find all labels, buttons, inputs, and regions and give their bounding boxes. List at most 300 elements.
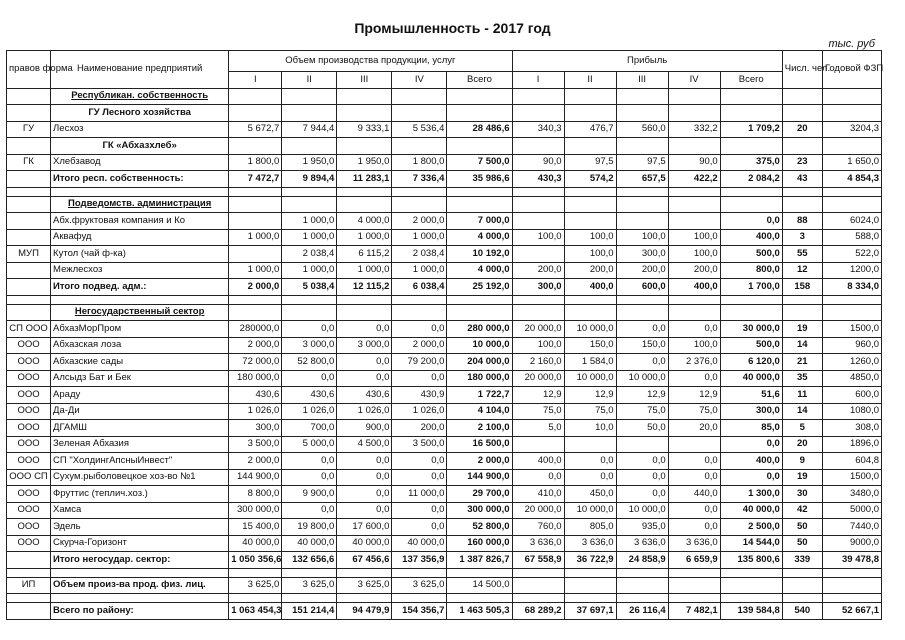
value-cell: 25 192,0 (447, 279, 512, 296)
value-cell (564, 436, 616, 453)
legal-form-cell: ИП (7, 577, 51, 594)
value-cell: 12 (782, 262, 822, 279)
value-cell: 0,0 (668, 502, 720, 519)
empty-cell (822, 88, 881, 105)
empty-cell (564, 187, 616, 196)
empty-cell (282, 138, 337, 155)
empty-cell (392, 295, 447, 304)
value-cell: 30 (782, 486, 822, 503)
legal-form-cell: ООО (7, 486, 51, 503)
legal-form-cell (7, 171, 51, 188)
value-cell: 3 625,0 (337, 577, 392, 594)
value-cell: 0,0 (337, 502, 392, 519)
value-cell (229, 213, 282, 230)
value-cell: 150,0 (564, 337, 616, 354)
empty-cell (668, 88, 720, 105)
value-cell: 450,0 (564, 486, 616, 503)
empty-cell (616, 196, 668, 213)
value-cell: 1896,0 (822, 436, 881, 453)
empty-cell (512, 304, 564, 321)
value-cell: 2 160,0 (512, 354, 564, 371)
value-cell: 137 356,9 (392, 552, 447, 569)
value-cell: 430,3 (512, 171, 564, 188)
value-cell: 200,0 (564, 262, 616, 279)
empty-cell (282, 196, 337, 213)
empty-cell (447, 196, 512, 213)
value-cell (616, 213, 668, 230)
value-cell: 20 000,0 (512, 502, 564, 519)
value-cell: 0,0 (616, 453, 668, 470)
empty-cell (564, 594, 616, 603)
empty-cell (447, 594, 512, 603)
value-cell: 40 000,0 (720, 370, 782, 387)
value-cell: 180 000,0 (447, 370, 512, 387)
empty-cell (720, 88, 782, 105)
table-row (7, 469, 882, 486)
value-cell: 0,0 (392, 321, 447, 338)
value-cell: 17 600,0 (337, 519, 392, 536)
empty-cell (51, 295, 229, 304)
company-name-cell: Итого подвед. адм.: (51, 279, 229, 296)
empty-cell (447, 88, 512, 105)
value-cell: 0,0 (668, 519, 720, 536)
value-cell: 68 289,2 (512, 603, 564, 620)
empty-cell (668, 594, 720, 603)
value-cell: 52 667,1 (822, 603, 881, 620)
value-cell: 43 (782, 171, 822, 188)
value-cell: 1 050 356,6 (229, 552, 282, 569)
value-cell: 1 463 505,3 (447, 603, 512, 620)
table-row (7, 370, 882, 387)
value-cell: 1 584,0 (564, 354, 616, 371)
header-total-profit: Всего (720, 72, 782, 89)
empty-cell (564, 304, 616, 321)
value-cell: 3 000,0 (337, 337, 392, 354)
table-row (7, 154, 882, 171)
value-cell: 40 000,0 (337, 535, 392, 552)
value-cell: 3 (782, 229, 822, 246)
value-cell: 300,0 (616, 246, 668, 263)
value-cell: 6 120,0 (720, 354, 782, 371)
value-cell: 21 (782, 354, 822, 371)
value-cell (782, 577, 822, 594)
value-cell: 90,0 (668, 154, 720, 171)
value-cell: 0,0 (668, 469, 720, 486)
empty-cell (668, 187, 720, 196)
value-cell: 9 (782, 453, 822, 470)
value-cell: 12,9 (512, 387, 564, 404)
company-name-cell: Да-Ди (51, 403, 229, 420)
subsection-title: ГК «Абхазхлеб» (51, 138, 229, 155)
value-cell: 7 500,0 (447, 154, 512, 171)
value-cell: 15 400,0 (229, 519, 282, 536)
legal-form-cell (7, 279, 51, 296)
empty-cell (720, 594, 782, 603)
empty-cell (822, 138, 881, 155)
empty-cell (782, 295, 822, 304)
value-cell: 0,0 (392, 453, 447, 470)
value-cell: 1 026,0 (392, 403, 447, 420)
value-cell: 0,0 (337, 321, 392, 338)
value-cell (822, 577, 881, 594)
value-cell: 4 000,0 (447, 229, 512, 246)
value-cell: 4 000,0 (447, 262, 512, 279)
value-cell: 0,0 (564, 453, 616, 470)
value-cell: 100,0 (668, 337, 720, 354)
value-cell: 1 950,0 (337, 154, 392, 171)
value-cell: 1 800,0 (392, 154, 447, 171)
legal-form-cell: ООО (7, 354, 51, 371)
empty-cell (564, 196, 616, 213)
empty-cell (447, 295, 512, 304)
value-cell: 100,0 (512, 229, 564, 246)
company-name-cell: Лесхоз (51, 121, 229, 138)
value-cell: 19 (782, 321, 822, 338)
section-row (7, 88, 882, 105)
empty-cell (447, 187, 512, 196)
value-cell: 75,0 (668, 403, 720, 420)
legal-form-cell (7, 603, 51, 620)
value-cell: 7 000,0 (447, 213, 512, 230)
value-cell: 960,0 (822, 337, 881, 354)
company-name-cell: ДГАМШ (51, 420, 229, 437)
value-cell: 0,0 (282, 469, 337, 486)
empty-cell (822, 196, 881, 213)
empty-cell (782, 138, 822, 155)
value-cell: 7 336,4 (392, 171, 447, 188)
table-row (7, 213, 882, 230)
empty-cell (229, 138, 282, 155)
value-cell (564, 577, 616, 594)
empty-cell (337, 88, 392, 105)
empty-cell (782, 568, 822, 577)
value-cell: 1200,0 (822, 262, 881, 279)
legal-form-cell (7, 229, 51, 246)
value-cell: 1500,0 (822, 321, 881, 338)
empty-cell (720, 138, 782, 155)
value-cell: 3 636,0 (564, 535, 616, 552)
table-row (7, 453, 882, 470)
value-cell: 0,0 (720, 436, 782, 453)
value-cell: 144 900,0 (229, 469, 282, 486)
empty-cell (229, 187, 282, 196)
empty-cell (392, 138, 447, 155)
value-cell: 0,0 (337, 469, 392, 486)
value-cell: 0,0 (282, 453, 337, 470)
empty-cell (282, 187, 337, 196)
empty-cell (720, 105, 782, 122)
table-row (7, 246, 882, 263)
value-cell: 375,0 (720, 154, 782, 171)
header-q3-profit: III (616, 72, 668, 89)
empty-cell (616, 295, 668, 304)
value-cell: 10 000,0 (564, 321, 616, 338)
value-cell: 1 000,0 (337, 262, 392, 279)
value-cell: 540 (782, 603, 822, 620)
value-cell: 0,0 (720, 469, 782, 486)
value-cell: 1 722,7 (447, 387, 512, 404)
value-cell: 30 000,0 (720, 321, 782, 338)
value-cell: 0,0 (282, 370, 337, 387)
value-cell: 400,0 (720, 453, 782, 470)
value-cell: 1 000,0 (392, 229, 447, 246)
value-cell: 440,0 (668, 486, 720, 503)
value-cell: 332,2 (668, 121, 720, 138)
value-cell: 300,0 (512, 279, 564, 296)
value-cell: 100,0 (616, 229, 668, 246)
legal-form-cell: ООО (7, 453, 51, 470)
value-cell: 10 000,0 (564, 370, 616, 387)
industry-table (6, 50, 882, 620)
empty-cell (282, 304, 337, 321)
empty-cell (564, 88, 616, 105)
company-name-cell: Зеленая Абхазия (51, 436, 229, 453)
value-cell: 12,9 (616, 387, 668, 404)
company-name-cell: Сухум.рыболовецкое хоз-во №1 (51, 469, 229, 486)
empty-cell (822, 187, 881, 196)
empty-cell (229, 105, 282, 122)
value-cell: 3 636,0 (616, 535, 668, 552)
table-row (7, 387, 882, 404)
value-cell: 132 656,6 (282, 552, 337, 569)
page-title: Промышленность - 2017 год (354, 20, 551, 36)
value-cell: 1 387 826,7 (447, 552, 512, 569)
header-payroll: Годовой ФЗП (822, 51, 881, 89)
value-cell: 3 625,0 (392, 577, 447, 594)
value-cell: 604,8 (822, 453, 881, 470)
value-cell: 0,0 (616, 469, 668, 486)
value-cell: 3 636,0 (512, 535, 564, 552)
value-cell: 67 558,9 (512, 552, 564, 569)
empty-cell (392, 105, 447, 122)
value-cell: 574,2 (564, 171, 616, 188)
value-cell: 0,0 (668, 321, 720, 338)
value-cell: 4 000,0 (337, 213, 392, 230)
value-cell: 6 659,9 (668, 552, 720, 569)
form-cell (7, 304, 51, 321)
value-cell: 7 944,4 (282, 121, 337, 138)
value-cell: 100,0 (668, 229, 720, 246)
empty-cell (392, 304, 447, 321)
value-cell: 760,0 (512, 519, 564, 536)
value-cell: 52 800,0 (447, 519, 512, 536)
header-q1-volume: I (229, 72, 282, 89)
header-total-volume: Всего (447, 72, 512, 89)
empty-cell (229, 594, 282, 603)
value-cell: 10 000,0 (616, 502, 668, 519)
value-cell: 6 115,2 (337, 246, 392, 263)
value-cell: 160 000,0 (447, 535, 512, 552)
value-cell: 9 900,0 (282, 486, 337, 503)
value-cell: 144 900,0 (447, 469, 512, 486)
value-cell: 14 (782, 403, 822, 420)
value-cell: 50 (782, 519, 822, 536)
value-cell: 0,0 (282, 321, 337, 338)
value-cell: 4850,0 (822, 370, 881, 387)
value-cell: 9 333,1 (337, 121, 392, 138)
value-cell: 1 000,0 (282, 213, 337, 230)
value-cell: 26 116,4 (616, 603, 668, 620)
value-cell: 430,6 (229, 387, 282, 404)
value-cell: 430,6 (282, 387, 337, 404)
table-row (7, 519, 882, 536)
legal-form-cell: ООО (7, 370, 51, 387)
value-cell: 55 (782, 246, 822, 263)
value-cell: 39 478,8 (822, 552, 881, 569)
value-cell: 88 (782, 213, 822, 230)
empty-cell (229, 196, 282, 213)
value-cell: 0,0 (512, 469, 564, 486)
value-cell: 3204,3 (822, 121, 881, 138)
value-cell: 10,0 (564, 420, 616, 437)
table-row (7, 535, 882, 552)
value-cell: 10 000,0 (616, 370, 668, 387)
form-cell (7, 105, 51, 122)
section-title: Республикан. собственность (51, 88, 229, 105)
value-cell: 522,0 (822, 246, 881, 263)
value-cell: 700,0 (282, 420, 337, 437)
company-name-cell: Межлесхоз (51, 262, 229, 279)
value-cell: 7 472,7 (229, 171, 282, 188)
empty-cell (564, 138, 616, 155)
table-row (7, 262, 882, 279)
value-cell: 1 709,2 (720, 121, 782, 138)
value-cell: 100,0 (512, 337, 564, 354)
value-cell: 430,6 (337, 387, 392, 404)
legal-form-cell: ООО (7, 502, 51, 519)
empty-cell (822, 568, 881, 577)
legal-form-cell: ООО (7, 519, 51, 536)
empty-cell (822, 105, 881, 122)
value-cell: 2 376,0 (668, 354, 720, 371)
legal-form-cell (7, 262, 51, 279)
company-name-cell: Кутол (чай ф-ка) (51, 246, 229, 263)
header-name: Наименование предприятий (51, 51, 229, 89)
company-name-cell: Алсыдз Бат и Бек (51, 370, 229, 387)
table-row (7, 436, 882, 453)
empty-cell (447, 105, 512, 122)
subsection-row (7, 138, 882, 155)
legal-form-cell: СП ООО (7, 321, 51, 338)
value-cell: 900,0 (337, 420, 392, 437)
empty-cell (564, 568, 616, 577)
empty-cell (616, 105, 668, 122)
value-cell: 3 500,0 (229, 436, 282, 453)
header-q4-volume: IV (392, 72, 447, 89)
empty-cell (512, 295, 564, 304)
value-cell: 50,0 (616, 420, 668, 437)
table-row (7, 420, 882, 437)
company-name-cell: Абхазские сады (51, 354, 229, 371)
empty-cell (337, 304, 392, 321)
value-cell: 2 000,0 (392, 337, 447, 354)
empty-cell (7, 295, 51, 304)
value-cell: 9 894,4 (282, 171, 337, 188)
company-name-cell: АбхазМорПром (51, 321, 229, 338)
value-cell (229, 246, 282, 263)
legal-form-cell (7, 552, 51, 569)
legal-form-cell: ООО (7, 436, 51, 453)
value-cell: 5 038,4 (282, 279, 337, 296)
empty-cell (668, 295, 720, 304)
header-profit: Прибыль (512, 51, 782, 72)
value-cell: 7440,0 (822, 519, 881, 536)
value-cell: 300 000,0 (229, 502, 282, 519)
table-body (7, 88, 882, 619)
empty-cell (392, 594, 447, 603)
empty-cell (616, 138, 668, 155)
header-q4-profit: IV (668, 72, 720, 89)
empty-cell (51, 187, 229, 196)
value-cell (512, 246, 564, 263)
value-cell: 339 (782, 552, 822, 569)
legal-form-cell: ГУ (7, 121, 51, 138)
value-cell: 100,0 (668, 246, 720, 263)
units-label: тыс. руб (828, 38, 875, 50)
value-cell: 400,0 (720, 229, 782, 246)
value-cell: 90,0 (512, 154, 564, 171)
table-row (7, 403, 882, 420)
blank-row (7, 187, 882, 196)
value-cell: 3 636,0 (668, 535, 720, 552)
company-name-cell: Эдель (51, 519, 229, 536)
company-name-cell: СП "ХолдингАпсныИнвест" (51, 453, 229, 470)
value-cell (616, 436, 668, 453)
value-cell: 5 672,7 (229, 121, 282, 138)
total-row (7, 171, 882, 188)
empty-cell (512, 594, 564, 603)
value-cell: 422,2 (668, 171, 720, 188)
empty-cell (668, 105, 720, 122)
value-cell: 0,0 (564, 469, 616, 486)
grand-row (7, 603, 882, 620)
legal-form-cell: ГК (7, 154, 51, 171)
value-cell: 67 456,6 (337, 552, 392, 569)
value-cell: 1 000,0 (282, 262, 337, 279)
empty-cell (337, 187, 392, 196)
total-row (7, 552, 882, 569)
empty-cell (822, 304, 881, 321)
table-row (7, 229, 882, 246)
value-cell: 300,0 (229, 420, 282, 437)
value-cell: 1 300,0 (720, 486, 782, 503)
empty-cell (392, 187, 447, 196)
value-cell: 12,9 (564, 387, 616, 404)
value-cell: 158 (782, 279, 822, 296)
value-cell: 400,0 (668, 279, 720, 296)
value-cell: 10 000,0 (447, 337, 512, 354)
legal-form-cell (7, 213, 51, 230)
empty-cell (782, 105, 822, 122)
empty-cell (720, 196, 782, 213)
table-row (7, 354, 882, 371)
value-cell: 1 700,0 (720, 279, 782, 296)
company-name-cell: Всего по району: (51, 603, 229, 620)
value-cell: 2 000,0 (229, 453, 282, 470)
value-cell: 150,0 (616, 337, 668, 354)
value-cell: 139 584,8 (720, 603, 782, 620)
value-cell: 300 000,0 (447, 502, 512, 519)
value-cell: 20 (782, 436, 822, 453)
value-cell (720, 577, 782, 594)
empty-cell (512, 568, 564, 577)
value-cell: 20 000,0 (512, 370, 564, 387)
empty-cell (512, 196, 564, 213)
value-cell: 1 000,0 (282, 229, 337, 246)
value-cell: 37 697,1 (564, 603, 616, 620)
value-cell: 0,0 (282, 502, 337, 519)
value-cell: 97,5 (564, 154, 616, 171)
